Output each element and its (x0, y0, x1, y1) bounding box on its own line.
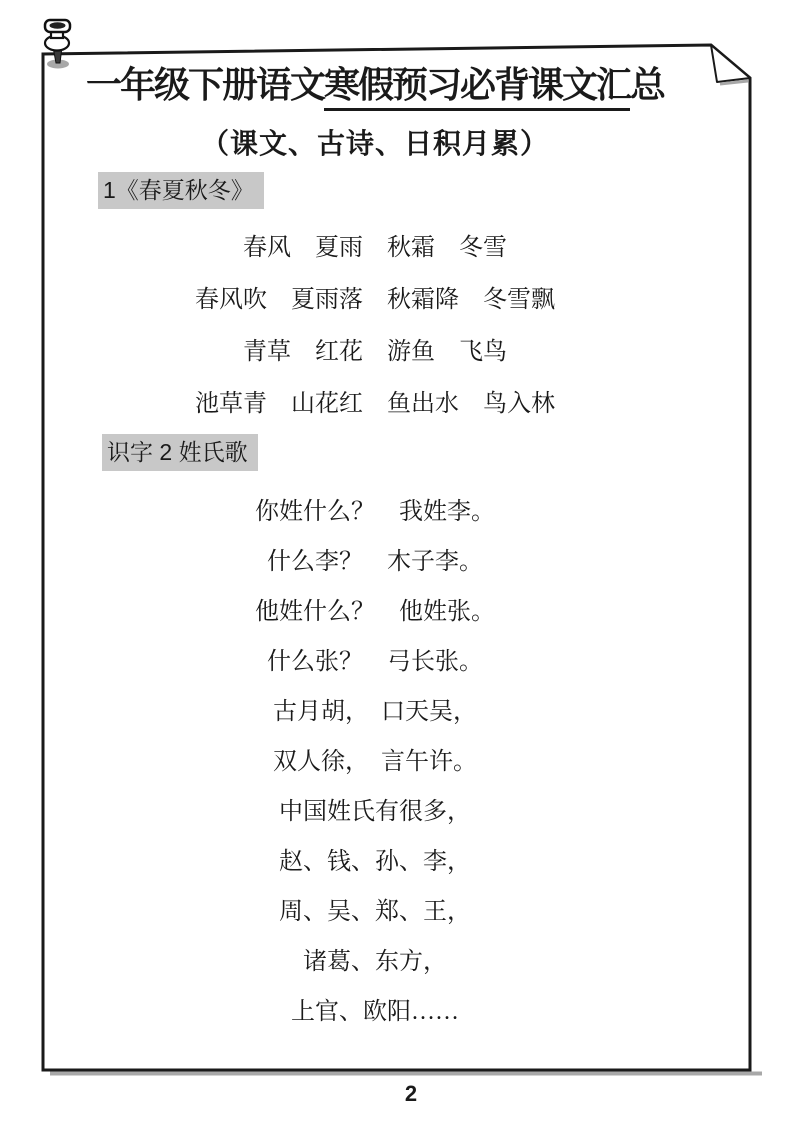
body-line: 什么张？ 弓长张。 (267, 649, 483, 675)
body-line: 周、吴、郑、王， (279, 899, 471, 925)
section-heading-2-label: 识字 2 姓氏歌 (102, 434, 258, 471)
body-line: 赵、钱、孙、李， (279, 849, 471, 875)
body-line: 古月胡， 口天吴， (273, 699, 477, 725)
title-plain-post: 总 (630, 64, 665, 105)
page-subtitle: （课文、古诗、日积月累） (200, 128, 549, 159)
body-line: 中国姓氏有很多， (279, 799, 471, 825)
section-heading-1 (98, 172, 264, 209)
section-heading-2 (102, 434, 258, 471)
section-heading-1-label: 1《春夏秋冬》 (98, 172, 264, 209)
body-line: 春风吹 夏雨落 秋霜降 冬雪飘 (195, 287, 555, 313)
page-title (55, 62, 695, 108)
body-line: 什么李？ 木子李。 (267, 549, 483, 575)
title-underlined-text: 寒假预习必背课文汇 (324, 64, 630, 111)
body-line: 诸葛、东方， (303, 949, 447, 975)
page-number: 2 (404, 1081, 418, 1106)
body-line: 你姓什么？ 我姓李。 (255, 499, 495, 525)
body-line: 春风 夏雨 秋霜 冬雪 (243, 235, 507, 261)
body-line: 他姓什么？ 他姓张。 (255, 599, 495, 625)
body-line: 双人徐， 言午许。 (273, 749, 477, 775)
body-line: 池草青 山花红 鱼出水 鸟入林 (195, 391, 555, 417)
body-line: 上官、欧阳…… (291, 999, 459, 1025)
section-2-lines (55, 487, 695, 1037)
page-content (43, 0, 752, 1122)
title-plain-pre: 一年级下册语文 (85, 64, 324, 105)
section-1-lines (55, 222, 695, 430)
body-line: 青草 红花 游鱼 飞鸟 (243, 339, 507, 365)
